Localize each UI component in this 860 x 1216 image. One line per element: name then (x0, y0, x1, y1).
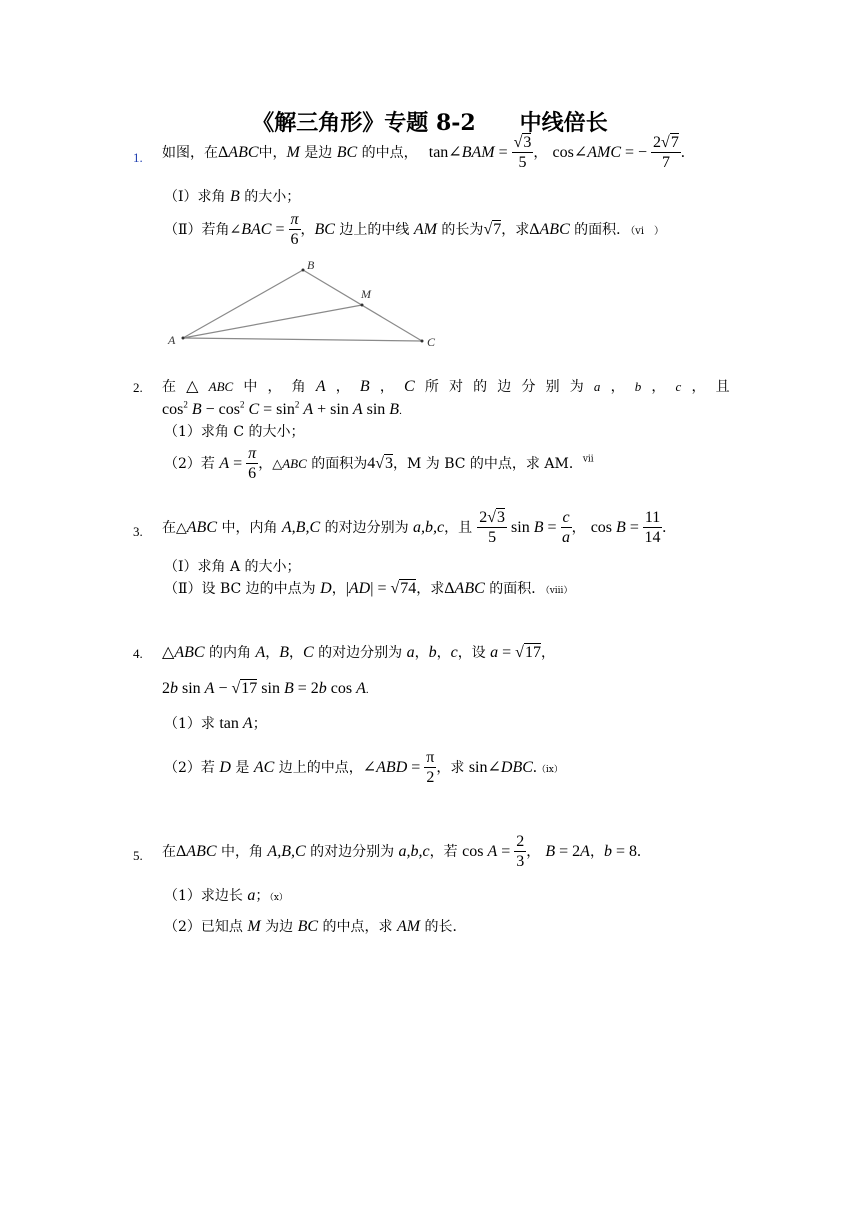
label-c: C (427, 335, 436, 349)
part-1: （1）求 tan A； (164, 715, 267, 732)
part-2: （2）若 A = $\frac{\pi}{6}$ ，△ABC 的面积为4√3，M 为 BC 的中点，求 AM．$^{vii}$ (164, 445, 594, 482)
problem-stem: 如图，在ΔABC中，M 是边 BC 的中点， tan∠BAM = $\frac{√3}{5}$ ， cos∠AMC = − $\frac{2√7}{7}$ . (162, 134, 685, 171)
part-2: （2）已知点 M 为边 BC 的中点，求 AM 的长． (164, 918, 467, 935)
label-m: M (361, 287, 371, 301)
part-1: （1）求角 C 的大小； (164, 424, 305, 440)
part-1: （1）求边长 a；（x） (164, 887, 288, 904)
problem-stem-line1: △ABC 的内角 A，B，C 的对边分别为 a，b，c，设 a = √17， (162, 644, 555, 661)
problem-stem-line2: $\cos^2 B - \cos^2 C = \sin^2 A + \sin A$ sin B. (162, 399, 402, 418)
page-title: 《解三角形》专题 8-2 中线倍长 (252, 110, 608, 136)
problem-stem: 在△ABC 中，内角 A,B,C 的对边分别为 a,b,c，且 $\frac{2√3}{5}$ sin B = $\frac{c}{a}$ ， cos B = $\frac{11}{14}$ . (162, 509, 667, 546)
edge-ac (183, 338, 422, 341)
label-a: A (168, 333, 176, 347)
problem-stem: 在ΔABC 中，角 A,B,C 的对边分别为 a,b,c，若 cos A = $\frac{2}{3}$ ， B = 2A，b = 8. (162, 833, 641, 870)
part-2: （Ⅱ）若角∠BAC = $\frac{\pi}{6}$ ，BC 边上的中线 AM 的长为√7，求ΔABC 的面积．（vi ） (164, 211, 665, 248)
triangle-figure (160, 252, 450, 352)
problem-stem-line2: 2b sin A − √17 sin B = 2b cos A. (162, 680, 369, 697)
problem-number: 1. (133, 150, 143, 165)
part-1: （Ⅰ）求角 B 的大小； (164, 188, 301, 205)
part-2: （2）若 D 是 AC 边上的中点，∠ABD = $\frac{\pi}{2}$ ，求 sin∠DBC.（ix） (164, 749, 563, 786)
problem-number: 2. (133, 380, 143, 395)
problem-number: 4. (133, 646, 143, 661)
label-b: B (307, 258, 315, 272)
median-am (183, 305, 362, 338)
edge-ab (183, 270, 303, 338)
part-2: （Ⅱ）设 BC 边的中点为 D，|AD| = √74，求ΔABC 的面积．（viii） (164, 580, 573, 597)
problem-number: 3. (133, 524, 143, 539)
problem-number: 5. (133, 848, 143, 863)
part-1: （Ⅰ）求角 A 的大小； (164, 559, 301, 575)
problem-stem-line1: 在 △ ABC 中 ， 角 A ， B ， C 所 对 的 边 分 别 为 a ， b ， c ， 且 (162, 378, 730, 395)
